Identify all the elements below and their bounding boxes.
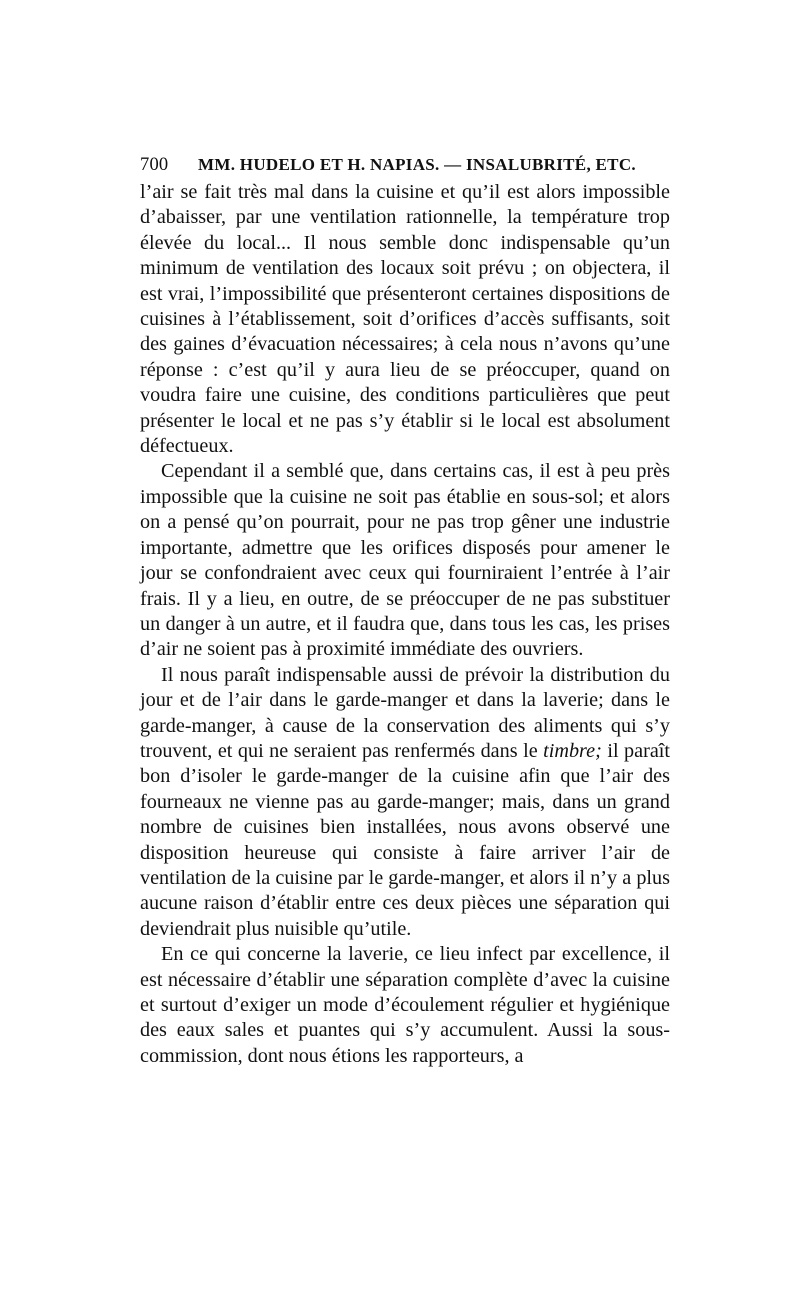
paragraph-1: l’air se fait très mal dans la cuisine et qu’il est alors impossible d’abaisser, par une ventilation rationnelle, la température trop élevée du local... Il nous semble donc indispensable qu’un minimum de ventilation des locaux soit prévu ; on objectera, il est vrai, l’impossibilité que présenteront certaines dispositions de cuisines à l’établissement, soit d’orifices d’accès suffisants, soit des gaines d’évacuation nécessaires; à cela nous n’avons qu’une réponse : c’est qu’il y aura lieu de se préoccuper, quand on voudra faire une cuisine, des conditions particulières que peut présenter le local et ne pas s’y établir si le local est absolument défectueux. <box>140 181 670 458</box>
body-text <box>140 180 670 1069</box>
paragraph-3-part-1: Il nous paraît indispensable aussi de prévoir la distribution du jour et de l’air dans le garde-manger et dans la laverie; dans le garde-manger, à cause de la conservation des aliments qui s’y trouvent, et qui ne seraient pas renfermés dans le <box>140 663 670 762</box>
book-page <box>140 150 670 1069</box>
paragraph-4: En ce qui concerne la laverie, ce lieu infect par excellence, il est nécessaire d’établir une séparation complète d’avec la cuisine et surtout d’exiger un mode d’écoulement régulier et hygiénique des eaux sales et puantes qui s’y accumulent. Aussi la sous-commission, dont nous étions les rapporteurs, a <box>140 943 670 1067</box>
running-header <box>140 150 670 180</box>
paragraph-2: Cependant il a semblé que, dans certains cas, il est à peu près impossible que la cuisine ne soit pas établie en sous-sol; et alors on a pensé qu’on pourrait, pour ne pas trop gêner une industrie importante, admettre que les orifices disposés pour amener le jour se confondraient avec ceux qui fourniraient l’entrée à l’air frais. Il y a lieu, en outre, de se préoccuper de ne pas substituer un danger à un autre, et il faudra que, dans tous les cas, les prises d’air ne soient pas à proximité immédiate des ouvriers. <box>140 460 670 661</box>
paragraph-3 <box>140 663 670 942</box>
paragraph-3-part-2: il paraît bon d’isoler le garde-manger de la cuisine afin que l’air des fourneaux ne vienne pas au garde-manger; mais, dans un grand nombre de cuisines bien installées, nous avons observé une disposition heureuse qui consiste à faire arriver l’air de ventilation de la cuisine par le garde-manger, et alors il n’y a plus aucune raison d’établir entre ces deux pièces une séparation qui deviendrait plus nuisible qu’utile. <box>140 739 671 940</box>
running-title: MM. HUDELO ET H. NAPIAS. — INSALUBRITÉ, ETC. <box>198 155 636 174</box>
page-number: 700 <box>140 155 169 175</box>
italic-term-timbre: timbre; <box>543 739 602 762</box>
